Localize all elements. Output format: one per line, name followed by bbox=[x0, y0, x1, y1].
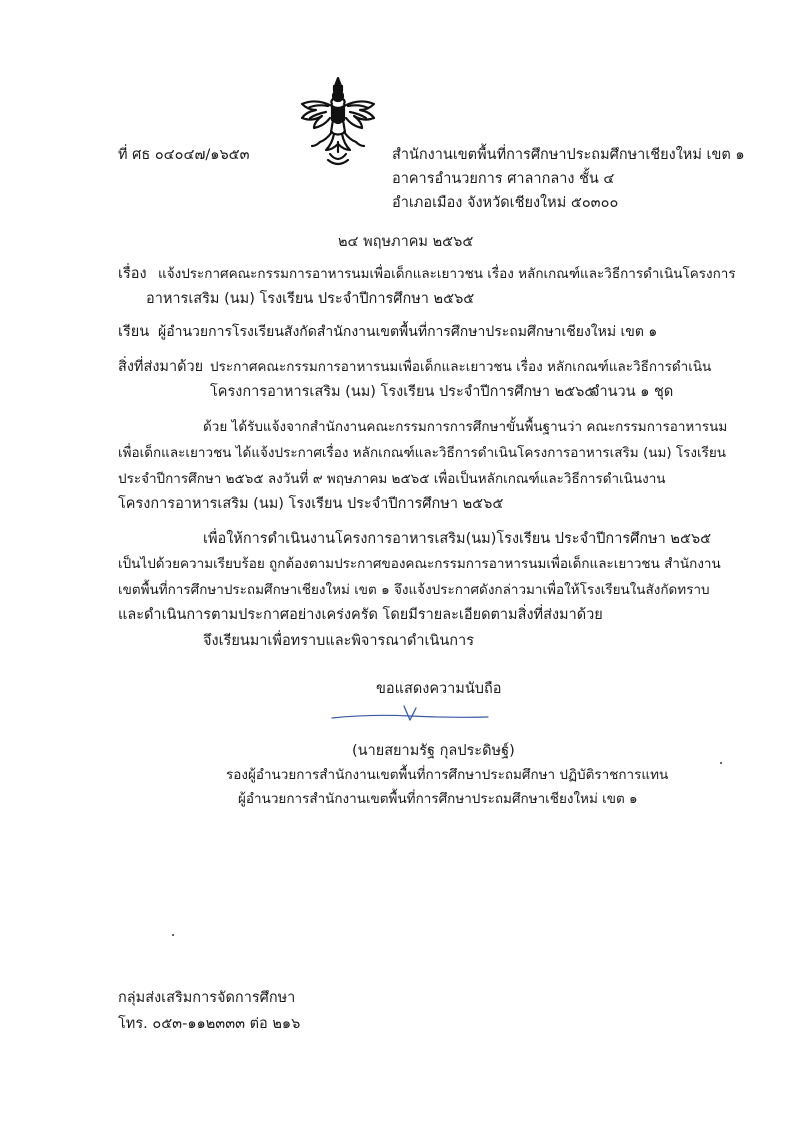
subject-line-1: แจ้งประกาศคณะกรรมการอาหารนมเพื่อเด็กและเยาวชน เรื่อง หลักเกณฑ์และวิธีการดำเนินโครงการ bbox=[158, 266, 736, 282]
contact-phone: โทร. ๐๕๓-๑๑๒๓๓๓ ต่อ ๒๑๖ bbox=[118, 1016, 301, 1032]
subject-label: เรื่อง bbox=[118, 266, 147, 282]
contact-department: กลุ่มส่งเสริมการจัดการศึกษา bbox=[118, 990, 296, 1006]
enclosure-label: สิ่งที่ส่งมาด้วย bbox=[118, 359, 204, 375]
garuda-seal-icon bbox=[298, 76, 378, 168]
paragraph-1-line-2: เพื่อเด็กและเยาวชน ได้แจ้งประกาศเรื่อง หลักเกณฑ์และวิธีการดำเนินโครงการอาหารเสริม (นม) โรงเรียน bbox=[118, 445, 727, 461]
subject-line-2: อาหารเสริม (นม) โรงเรียน ประจำปีการศึกษา ๒๕๖๕ bbox=[146, 291, 475, 307]
enclosure-line-1: ประกาศคณะกรรมการอาหารนมเพื่อเด็กและเยาวชน เรื่อง หลักเกณฑ์และวิธีการดำเนิน bbox=[210, 359, 712, 375]
paragraph-2-line-4: และดำเนินการตามประกาศอย่างเคร่งครัด โดยมีรายละเอียดตามสิ่งที่ส่งมาด้วย bbox=[118, 607, 603, 623]
signature-icon bbox=[330, 700, 490, 730]
signer-title-line-1: รองผู้อำนวยการสำนักงานเขตพื้นที่การศึกษาประถมศึกษา ปฏิบัติราชการแทน bbox=[226, 767, 669, 783]
recipient-text: ผู้อำนวยการโรงเรียนสังกัดสำนักงานเขตพื้นที่การศึกษาประถมศึกษาเชียงใหม่ เขต ๑ bbox=[158, 324, 658, 340]
paragraph-1-line-4: โครงการอาหารเสริม (นม) โรงเรียน ประจำปีการศึกษา ๒๕๖๕ bbox=[118, 496, 504, 512]
signer-name: (นายสยามรัฐ กุลประดิษฐ์) bbox=[352, 743, 515, 759]
paragraph-2-line-1: เพื่อให้การดำเนินงานโครงการอาหารเสริม(นม)โรงเรียน ประจำปีการศึกษา ๒๕๖๕ bbox=[203, 531, 712, 547]
paragraph-2-line-2: เป็นไปด้วยความเรียบร้อย ถูกต้องตามประกาศของคณะกรรมการอาหารนมเพื่อเด็กและเยาวชน สำนักงาน bbox=[118, 556, 721, 572]
letter-date: ๒๔ พฤษภาคม ๒๕๖๕ bbox=[338, 234, 474, 250]
enclosure-line-2: โครงการอาหารเสริม (นม) โรงเรียน ประจำปีการศึกษา ๒๕๖๕ bbox=[210, 384, 596, 400]
sender-address-line-3: อำเภอเมือง จังหวัดเชียงใหม่ ๕๐๓๐๐ bbox=[392, 195, 619, 211]
reference-number: ที่ ศธ ๐๔๐๔๗/๑๖๕๓ bbox=[118, 147, 250, 163]
enclosure-count: จำนวน ๑ ชุด bbox=[591, 384, 674, 400]
recipient-label: เรียน bbox=[118, 324, 150, 340]
salutation: ขอแสดงความนับถือ bbox=[376, 681, 502, 697]
paragraph-2-line-3: เขตพื้นที่การศึกษาประถมศึกษาเชียงใหม่ เขต ๑ จึงแจ้งประกาศดังกล่าวมาเพื่อให้โรงเรียนในสังกัดทราบ bbox=[118, 582, 710, 598]
closing-request: จึงเรียนมาเพื่อทราบและพิจารณาดำเนินการ bbox=[203, 633, 474, 649]
paragraph-1-line-3: ประจำปีการศึกษา ๒๕๖๕ ลงวันที่ ๙ พฤษภาคม ๒๕๖๕ เพื่อเป็นหลักเกณฑ์และวิธีการดำเนินงาน bbox=[118, 471, 666, 487]
sender-address-line-2: อาคารอำนวยการ ศาลากลาง ชั้น ๔ bbox=[392, 171, 615, 187]
scan-speck bbox=[172, 934, 174, 936]
scan-speck bbox=[720, 762, 722, 764]
signer-title-line-2: ผู้อำนวยการสำนักงานเขตพื้นที่การศึกษาประถมศึกษาเชียงใหม่ เขต ๑ bbox=[238, 791, 638, 807]
sender-address-line-1: สำนักงานเขตพื้นที่การศึกษาประถมศึกษาเชียงใหม่ เขต ๑ bbox=[392, 147, 745, 163]
paragraph-1-line-1: ด้วย ได้รับแจ้งจากสำนักงานคณะกรรมการการศึกษาขั้นพื้นฐานว่า คณะกรรมการอาหารนม bbox=[203, 419, 728, 435]
